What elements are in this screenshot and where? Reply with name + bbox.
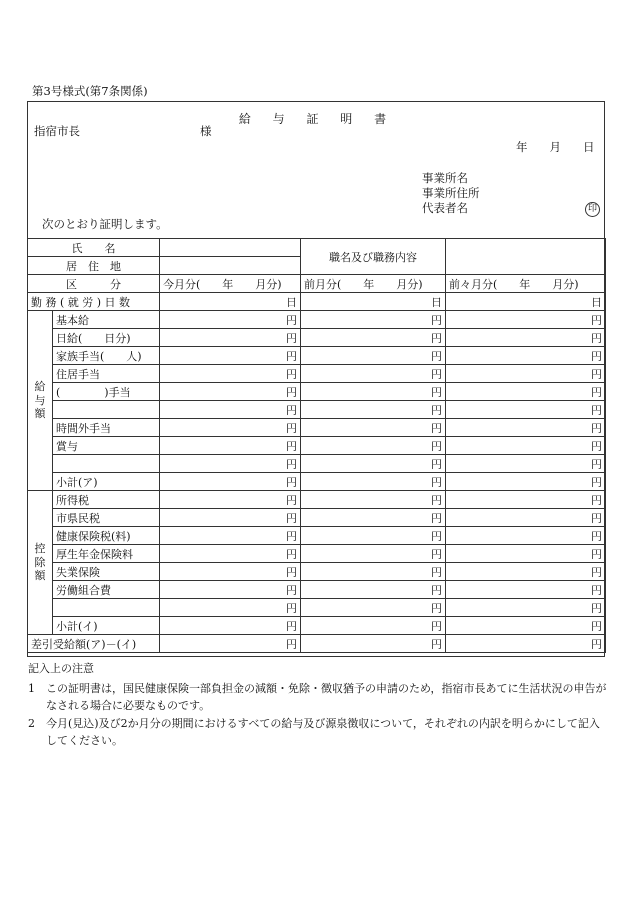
deduction-item-label [53, 599, 160, 617]
yen-unit[interactable]: 円 [301, 491, 446, 509]
date-line [516, 142, 595, 154]
salary-item-label: 日給( 日分) [53, 329, 160, 347]
notes-heading: 記入上の注意 [28, 662, 94, 675]
address-label: 居 住 地 [28, 257, 160, 275]
net-label: 差引受給額(ア)－(イ) [28, 635, 160, 653]
yen-unit[interactable]: 円 [160, 401, 301, 419]
job-field[interactable] [446, 239, 606, 275]
name-label: 氏 名 [28, 239, 160, 257]
yen-unit[interactable]: 円 [301, 527, 446, 545]
yen-unit[interactable]: 円 [160, 581, 301, 599]
yen-unit[interactable]: 円 [160, 599, 301, 617]
work-days-unit[interactable]: 日 [301, 293, 446, 311]
deduction-item-label: 健康保険税(料) [53, 527, 160, 545]
net-row [28, 635, 606, 653]
salary-row [28, 311, 606, 329]
yen-unit[interactable]: 円 [301, 437, 446, 455]
work-days-row [28, 293, 606, 311]
yen-unit[interactable]: 円 [160, 635, 301, 653]
salary-item-label: 時間外手当 [53, 419, 160, 437]
yen-unit[interactable]: 円 [160, 329, 301, 347]
salary-row [28, 455, 606, 473]
yen-unit[interactable]: 円 [160, 437, 301, 455]
yen-unit[interactable]: 円 [446, 419, 606, 437]
salary-item-label: 基本給 [53, 311, 160, 329]
deduction-item-label: 所得税 [53, 491, 160, 509]
deduction-row [28, 491, 606, 509]
date-day: 日 [583, 140, 595, 154]
salary-group-label-text: 給与額 [34, 379, 46, 421]
yen-unit[interactable]: 円 [301, 545, 446, 563]
yen-unit[interactable]: 円 [301, 329, 446, 347]
honorific: 様 [200, 124, 212, 138]
salary-item-label [53, 401, 160, 419]
yen-unit[interactable]: 円 [446, 437, 606, 455]
yen-unit[interactable]: 円 [446, 455, 606, 473]
yen-unit[interactable]: 円 [301, 383, 446, 401]
note-text: この証明書は，国民健康保険一部負担金の減額・免除・徴収猶予の申請のため，指宿市長あてに生活状況の申告がなされる場合に必要なものです。 [46, 681, 607, 713]
yen-unit[interactable]: 円 [301, 635, 446, 653]
work-days-unit[interactable]: 日 [446, 293, 606, 311]
notes-section [28, 660, 608, 750]
deduction-row [28, 527, 606, 545]
deduction-row [28, 581, 606, 599]
yen-unit[interactable]: 円 [301, 473, 446, 491]
salary-group-label [28, 311, 53, 491]
yen-unit[interactable]: 円 [446, 527, 606, 545]
yen-unit[interactable]: 円 [301, 599, 446, 617]
salary-row [28, 401, 606, 419]
yen-unit[interactable]: 円 [446, 401, 606, 419]
deduction-row [28, 509, 606, 527]
yen-unit[interactable]: 円 [160, 509, 301, 527]
yen-unit[interactable]: 円 [160, 545, 301, 563]
yen-unit[interactable]: 円 [160, 347, 301, 365]
yen-unit[interactable]: 円 [160, 419, 301, 437]
salary-row [28, 419, 606, 437]
form-number: 第3号様式(第7条関係) [32, 84, 148, 98]
salary-item-label: 賞与 [53, 437, 160, 455]
yen-unit[interactable]: 円 [160, 311, 301, 329]
category-header: 区 分 [28, 275, 160, 293]
yen-unit[interactable]: 円 [446, 347, 606, 365]
yen-unit[interactable]: 円 [301, 563, 446, 581]
yen-unit[interactable]: 円 [301, 455, 446, 473]
yen-unit[interactable]: 円 [301, 311, 446, 329]
representative-label: 代表者名 [422, 201, 468, 215]
prev-month-header: 前月分( 年 月分) [301, 275, 446, 293]
salary-row [28, 473, 606, 491]
yen-unit[interactable]: 円 [301, 509, 446, 527]
salary-item-label: 住居手当 [53, 365, 160, 383]
deduction-item-label: 小計(イ) [53, 617, 160, 635]
date-year: 年 [516, 140, 528, 154]
salary-table [27, 238, 606, 653]
deduction-row [28, 545, 606, 563]
yen-unit[interactable]: 円 [160, 491, 301, 509]
office-name-label: 事業所名 [422, 171, 468, 185]
job-label: 職名及び職務内容 [301, 239, 446, 275]
yen-unit[interactable]: 円 [160, 563, 301, 581]
document-title: 給 与 証 明 書 [238, 112, 396, 126]
salary-row [28, 329, 606, 347]
yen-unit[interactable]: 円 [446, 635, 606, 653]
yen-unit[interactable]: 円 [160, 383, 301, 401]
salary-section [28, 311, 606, 491]
yen-unit[interactable]: 円 [446, 581, 606, 599]
yen-unit[interactable]: 円 [301, 347, 446, 365]
salary-item-label: 家族手当( 人) [53, 347, 160, 365]
deduction-row [28, 599, 606, 617]
work-days-label: 勤 務 ( 就 労 ) 日 数 [28, 293, 160, 311]
yen-unit[interactable]: 円 [446, 491, 606, 509]
certify-text: 次のとおり証明します。 [42, 217, 168, 231]
this-month-header: 今月分( 年 月分) [160, 275, 301, 293]
deduction-item-label: 失業保険 [53, 563, 160, 581]
deduction-group-label-text: 控除額 [34, 541, 46, 583]
prev2-month-header: 前々月分( 年 月分) [446, 275, 606, 293]
yen-unit[interactable]: 円 [446, 311, 606, 329]
yen-unit[interactable]: 円 [446, 383, 606, 401]
address-field[interactable] [160, 257, 301, 275]
note-item [28, 715, 608, 750]
header-row [28, 275, 606, 293]
certificate-frame [27, 101, 605, 657]
deduction-item-label: 厚生年金保険料 [53, 545, 160, 563]
deduction-item-label: 市県民税 [53, 509, 160, 527]
salary-row [28, 365, 606, 383]
addressee: 指宿市長 [34, 124, 80, 138]
name-field[interactable] [160, 239, 301, 257]
deduction-group-label [28, 491, 53, 635]
yen-unit[interactable]: 円 [446, 563, 606, 581]
yen-unit[interactable]: 円 [160, 365, 301, 383]
note-number: 2 [28, 716, 35, 730]
yen-unit[interactable]: 円 [446, 329, 606, 347]
yen-unit[interactable]: 円 [301, 581, 446, 599]
yen-unit[interactable]: 円 [446, 509, 606, 527]
deduction-row [28, 617, 606, 635]
deduction-row [28, 563, 606, 581]
yen-unit[interactable]: 円 [446, 473, 606, 491]
name-row [28, 239, 606, 257]
yen-unit[interactable]: 円 [301, 365, 446, 383]
yen-unit[interactable]: 円 [160, 617, 301, 635]
yen-unit[interactable]: 円 [446, 545, 606, 563]
yen-unit[interactable]: 円 [160, 473, 301, 491]
yen-unit[interactable]: 円 [301, 419, 446, 437]
deduction-item-label: 労働組合費 [53, 581, 160, 599]
yen-unit[interactable]: 円 [446, 599, 606, 617]
salary-row [28, 437, 606, 455]
salary-item-label: 小計(ア) [53, 473, 160, 491]
yen-unit[interactable]: 円 [160, 455, 301, 473]
note-text: 今月(見込)及び2か月分の期間におけるすべての給与及び源泉徴収について，それぞれの内訳を明らかにして記入してください。 [46, 716, 600, 748]
date-month: 月 [549, 140, 561, 154]
yen-unit[interactable]: 円 [446, 617, 606, 635]
salary-item-label [53, 455, 160, 473]
salary-row [28, 383, 606, 401]
yen-unit[interactable]: 円 [301, 401, 446, 419]
note-number: 1 [28, 681, 35, 695]
work-days-unit[interactable]: 日 [160, 293, 301, 311]
office-address-label: 事業所住所 [422, 186, 480, 200]
deduction-section [28, 491, 606, 635]
yen-unit[interactable]: 円 [301, 617, 446, 635]
salary-item-label: ( )手当 [53, 383, 160, 401]
seal-mark: 印 [585, 202, 600, 217]
salary-row [28, 347, 606, 365]
note-item [28, 680, 608, 715]
yen-unit[interactable]: 円 [160, 527, 301, 545]
yen-unit[interactable]: 円 [446, 365, 606, 383]
